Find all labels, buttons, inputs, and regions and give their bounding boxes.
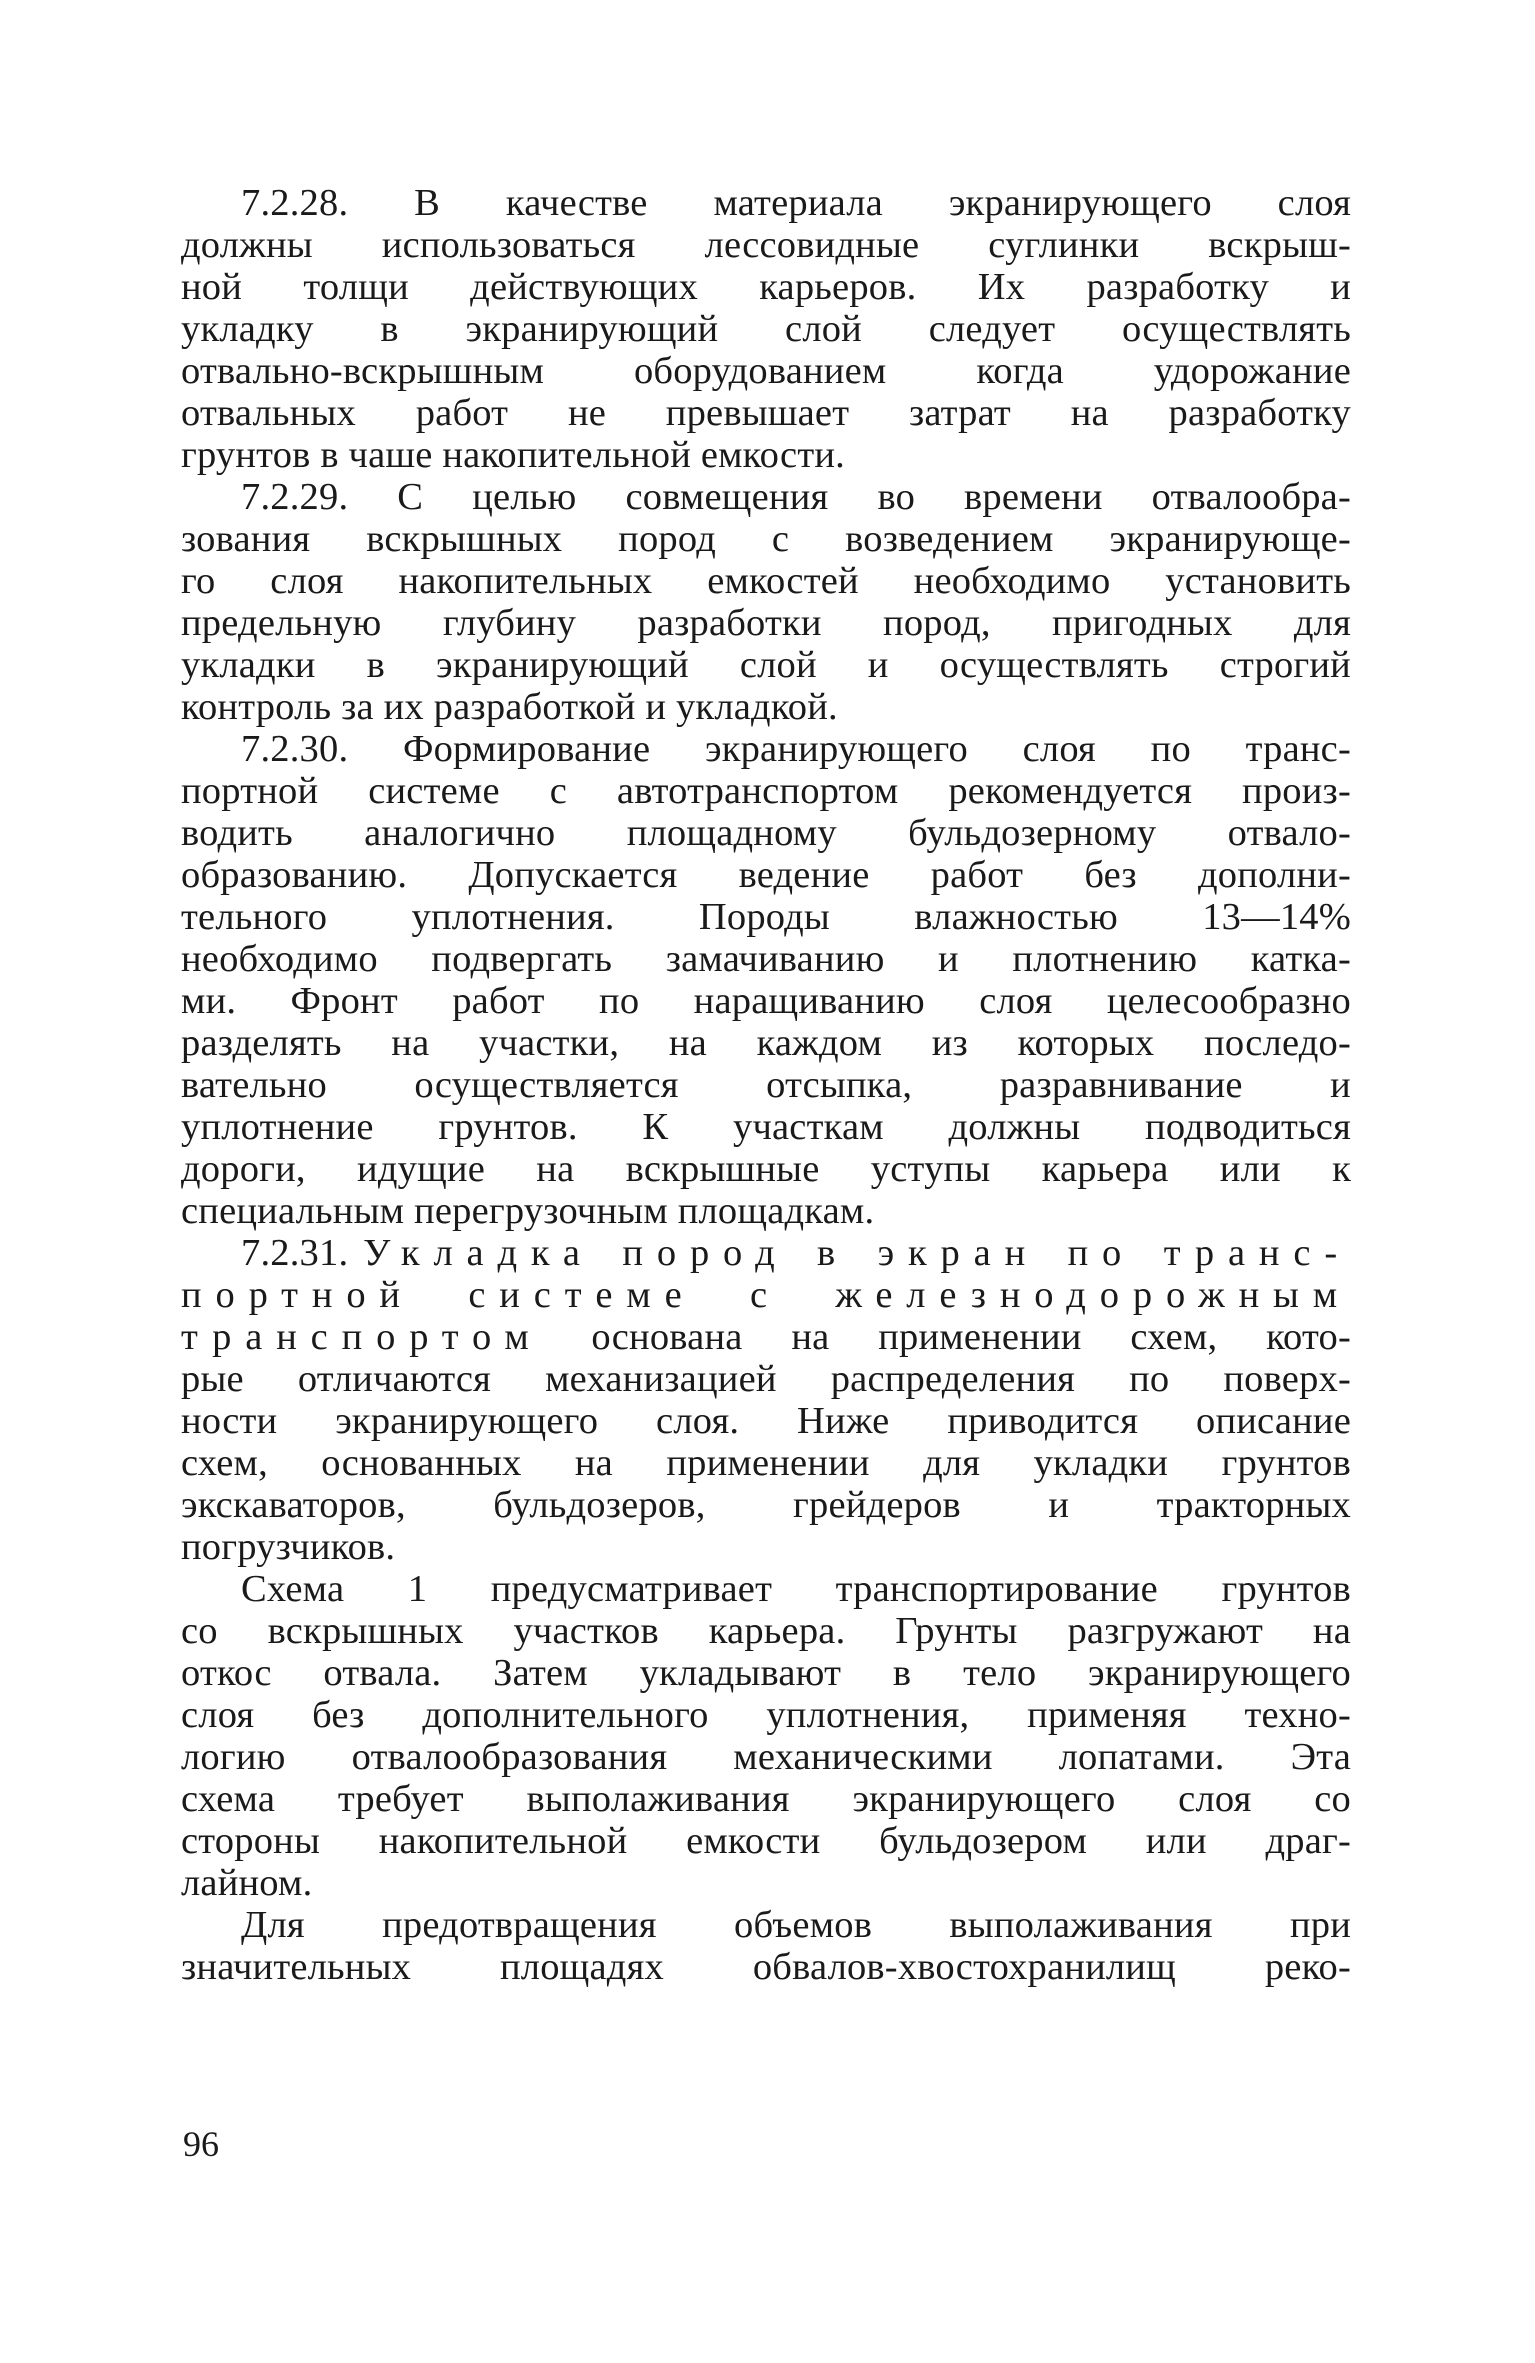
body-text	[181, 182, 1351, 1988]
text-line: укладку в экранирующий слой следует осуществлять	[181, 308, 1351, 350]
text-line: образованию. Допускается ведение работ без дополни-	[181, 854, 1351, 896]
text-line: 7.2.30. Формирование экранирующего слоя по транс-	[241, 728, 1351, 770]
text-line: дороги, идущие на вскрышные уступы карьера или к	[181, 1148, 1351, 1190]
spaced-emphasis: Укладка пород в экран по транс-	[363, 1232, 1351, 1274]
text-line: го слоя накопительных емкостей необходимо установить	[181, 560, 1351, 602]
text-line	[181, 1232, 1351, 1274]
text-line: ной толщи действующих карьеров. Их разработку и	[181, 266, 1351, 308]
text-line: ности экранирующего слоя. Ниже приводится описание	[181, 1400, 1351, 1442]
spaced-emphasis: транспортом	[181, 1316, 543, 1358]
text-line: зования вскрышных пород с возведением экранирующе-	[181, 518, 1351, 560]
text-line: значительных площадях обвалов-хвостохранилищ реко-	[181, 1946, 1351, 1988]
text-line: укладки в экранирующий слой и осуществлять строгий	[181, 644, 1351, 686]
paragraph-last	[181, 1904, 1351, 1988]
paragraph-7-2-29	[181, 476, 1351, 728]
text-line: необходимо подвергать замачиванию и плотнению катка-	[181, 938, 1351, 980]
clause-number: 7.2.31.	[241, 1232, 349, 1274]
text-line: уплотнение грунтов. К участкам должны подводиться	[181, 1106, 1351, 1148]
text-line: экскаваторов, бульдозеров, грейдеров и тракторных	[181, 1484, 1351, 1526]
text-run: основана на применении схем, кото-	[591, 1316, 1351, 1358]
text-line: слоя без дополнительного уплотнения, применяя техно-	[181, 1694, 1351, 1736]
paragraph-7-2-28	[181, 182, 1351, 476]
text-line: схем, основанных на применении для укладки грунтов	[181, 1442, 1351, 1484]
text-line: отвальных работ не превышает затрат на разработку	[181, 392, 1351, 434]
text-line: откос отвала. Затем укладывают в тело экранирующего	[181, 1652, 1351, 1694]
text-line: должны использоваться лессовидные суглинки вскрыш-	[181, 224, 1351, 266]
text-line: контроль за их разработкой и укладкой.	[181, 686, 838, 728]
paragraph-7-2-31	[181, 1232, 1351, 1568]
text-line: со вскрышных участков карьера. Грунты разгружают на	[181, 1610, 1351, 1652]
text-line: вательно осуществляется отсыпка, разравнивание и	[181, 1064, 1351, 1106]
text-line: погрузчиков.	[181, 1526, 396, 1568]
text-line: 7.2.29. С целью совмещения во времени отвалообра-	[241, 476, 1351, 518]
text-line: тельного уплотнения. Породы влажностью 13—14%	[181, 896, 1351, 938]
text-line: портной системе с автотранспортом рекомендуется произ-	[181, 770, 1351, 812]
text-line: специальным перегрузочным площадкам.	[181, 1190, 875, 1232]
text-line: разделять на участки, на каждом из которых последо-	[181, 1022, 1351, 1064]
text-line: 7.2.28. В качестве материала экранирующего слоя	[241, 182, 1351, 224]
text-line	[181, 1316, 1351, 1358]
text-line: грунтов в чаше накопительной емкости.	[181, 434, 845, 476]
text-line: водить аналогично площадному бульдозерному отвало-	[181, 812, 1351, 854]
text-line: рые отличаются механизацией распределения по поверх-	[181, 1358, 1351, 1400]
text-line: стороны накопительной емкости бульдозером или драг-	[181, 1820, 1351, 1862]
text-line: ми. Фронт работ по наращиванию слоя целесообразно	[181, 980, 1351, 1022]
text-line: Для предотвращения объемов выполаживания при	[241, 1904, 1351, 1946]
text-line: лайном.	[181, 1862, 313, 1904]
text-line: Схема 1 предусматривает транспортирование грунтов	[241, 1568, 1351, 1610]
paragraph-7-2-30	[181, 728, 1351, 1232]
text-line: отвально-вскрышным оборудованием когда удорожание	[181, 350, 1351, 392]
text-line: схема требует выполаживания экранирующего слоя со	[181, 1778, 1351, 1820]
text-line: предельную глубину разработки пород, пригодных для	[181, 602, 1351, 644]
text-line: логию отвалообразования механическими лопатами. Эта	[181, 1736, 1351, 1778]
text-line: портной системе с железнодорожным	[181, 1274, 1351, 1316]
page-number: 96	[183, 2124, 219, 2164]
paragraph-scheme-1	[181, 1568, 1351, 1904]
